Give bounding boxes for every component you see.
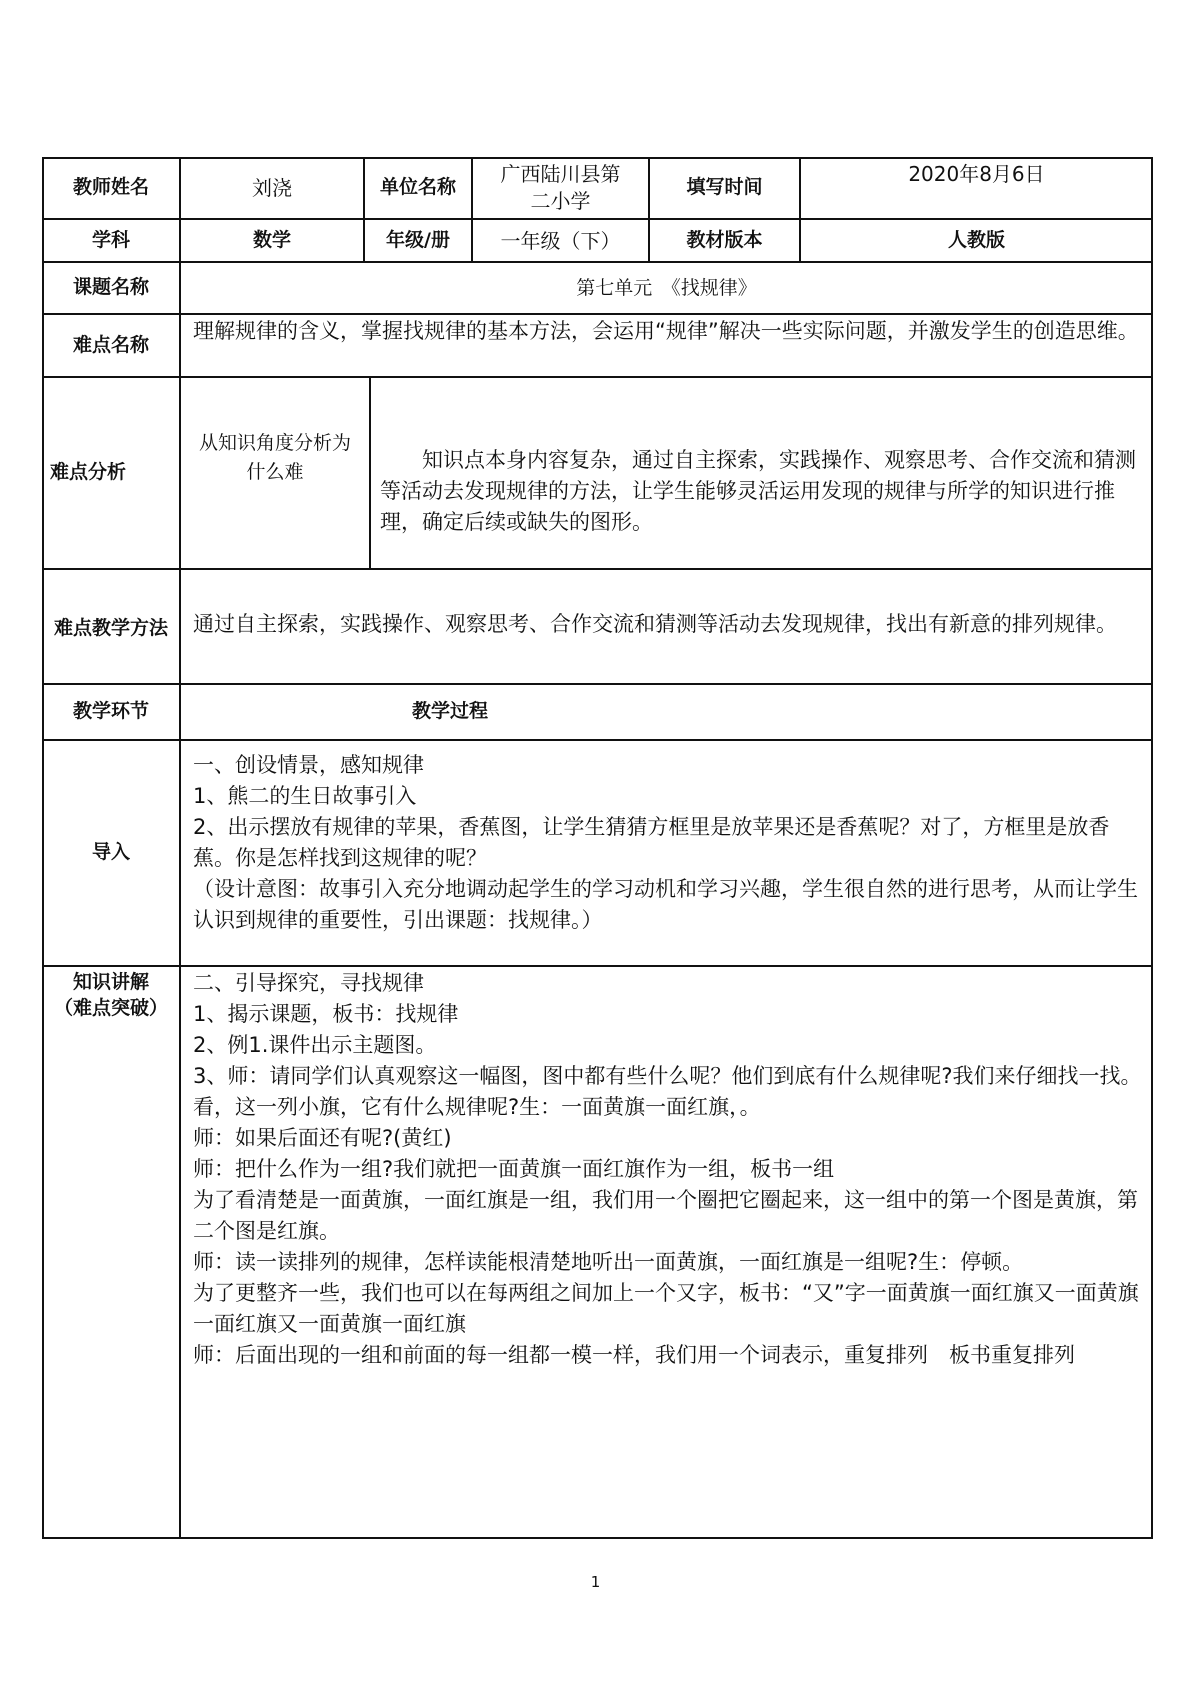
table-rule	[42, 683, 1153, 685]
knowledge-line: 师：读一读排列的规律，怎样读能根清楚地听出一面黄旗，一面红旗是一组呢?生：停顿。	[193, 1250, 1024, 1274]
analysis-value: 知识点本身内容复杂，通过自主探索，实践操作、观察思考、合作交流和猜测等活动去发现规律的方法，让学生能够灵活运用发现的规律与所学的知识进行推理，确定后续或缺失的图形。	[380, 448, 1136, 534]
method-label: 难点教学方法	[53, 617, 168, 640]
fill-time-label: 填写时间	[686, 176, 763, 199]
knowledge-line: 3、师：请同学们认真观察这一幅图，图中都有些什么呢？他们到底有什么规律呢?我们来仔细找一找。	[193, 1064, 1142, 1088]
table-rule	[179, 157, 181, 1539]
table-rule	[42, 261, 1153, 263]
table-rule	[42, 376, 1153, 378]
table-rule	[799, 157, 801, 263]
subject-value: 数学	[252, 228, 291, 251]
table-border-left	[42, 157, 44, 1539]
knowledge-label-line1: 知识讲解	[72, 971, 149, 993]
unit-name-value: 广西陆川县第二小学	[500, 162, 621, 213]
difficulty-value: 理解规律的含义，掌握找规律的基本方法，会运用“规律”解决一些实际问题，并激发学生的创造思维。	[193, 319, 1139, 343]
analysis-sub-label: 从知识角度分析为什么难	[198, 432, 351, 483]
intro-line: （设计意图：故事引入充分地调动起学生的学习动机和学习兴趣，学生很自然的进行思考，从而让学生认识到规律的重要性，引出课题：找规律。）	[193, 877, 1138, 932]
topic-value: 第七单元 《找规律》	[576, 276, 757, 299]
table-border-top	[42, 157, 1153, 159]
topic-label: 课题名称	[72, 276, 149, 299]
fill-time-value: 2020年8月6日	[908, 162, 1045, 186]
table-rule	[471, 157, 473, 263]
table-rule	[42, 739, 1153, 741]
intro-line: 一、创设情景，感知规律	[193, 753, 424, 777]
process-section-label: 教学环节	[72, 700, 149, 723]
knowledge-content	[180, 966, 1153, 1539]
intro-line: 2、出示摆放有规律的苹果，香蕉图，让学生猜猜方框里是放苹果还是香蕉呢？对了，方框里是放香蕉。你是怎样找到这规律的呢？	[193, 815, 1110, 870]
knowledge-line: 师：如果后面还有呢?(黄红)	[193, 1126, 452, 1150]
table-rule	[648, 157, 650, 263]
table-rule	[42, 313, 1153, 315]
intro-content	[180, 740, 1153, 966]
grade-label: 年级/册	[386, 228, 450, 251]
process-header-title: 教学过程	[411, 700, 488, 723]
table-rule	[363, 157, 365, 263]
knowledge-line: 为了看清楚是一面黄旗，一面红旗是一组，我们用一个圈把它圈起来，这一组中的第一个图是黄旗，第二个图是红旗。	[193, 1188, 1138, 1243]
page-number: 1	[590, 1573, 601, 1591]
teacher-name-label: 教师姓名	[72, 176, 149, 199]
lesson-plan-table	[42, 157, 1153, 1539]
knowledge-label-line2: （难点突破）	[53, 996, 168, 1019]
analysis-label: 难点分析	[50, 461, 127, 484]
table-rule	[42, 568, 1153, 570]
grade-value: 一年级（下）	[500, 228, 621, 253]
knowledge-line: 二、引导探究，寻找规律	[193, 971, 424, 995]
knowledge-line: 师：把什么作为一组?我们就把一面黄旗一面红旗作为一组，板书一组	[193, 1157, 835, 1181]
method-value: 通过自主探索，实践操作、观察思考、合作交流和猜测等活动去发现规律，找出有新意的排列规律。	[193, 612, 1117, 636]
knowledge-line: 师：后面出现的一组和前面的每一组都一模一样，我们用一个词表示，重复排列 板书重复排列	[193, 1343, 1075, 1367]
edition-value: 人教版	[947, 228, 1005, 251]
knowledge-line: 看，这一列小旗，它有什么规律呢?生：一面黄旗一面红旗，。	[193, 1095, 761, 1119]
subject-label: 学科	[91, 228, 130, 251]
knowledge-line: 为了更整齐一些，我们也可以在每两组之间加上一个又字，板书：“又”字一面黄旗一面红旗又一面黄旗一面红旗又一面黄旗一面红旗	[193, 1281, 1139, 1336]
table-rule	[369, 377, 371, 569]
knowledge-label	[42, 966, 180, 1096]
intro-line: 1、熊二的生日故事引入	[193, 784, 417, 808]
table-rule	[42, 218, 1153, 220]
intro-label: 导入	[91, 841, 130, 864]
table-border-right	[1151, 157, 1153, 1539]
knowledge-line: 1、揭示课题，板书：找规律	[193, 1002, 459, 1026]
knowledge-line: 2、例1.课件出示主题图。	[193, 1033, 437, 1057]
table-border-bottom	[42, 1537, 1153, 1539]
teacher-name-value: 刘浇	[252, 176, 292, 200]
difficulty-label: 难点名称	[72, 333, 149, 356]
edition-label: 教材版本	[686, 228, 763, 251]
unit-name-label: 单位名称	[379, 176, 456, 199]
table-rule	[42, 965, 1153, 967]
